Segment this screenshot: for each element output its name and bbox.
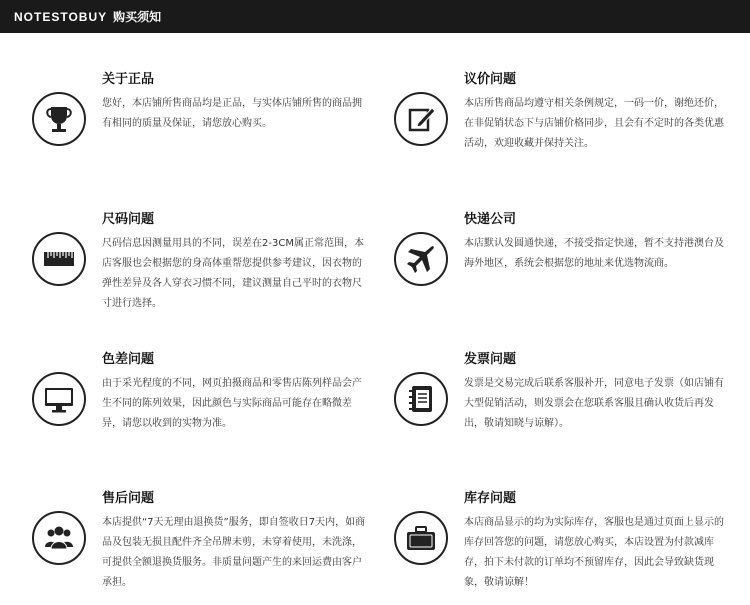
page-title: 购买须知 [113,10,162,24]
briefcase-icon [394,511,448,565]
trophy-icon [32,92,86,146]
item-title: 关于正品 [102,72,155,87]
item-text: 本店提供“7天无理由退换货”服务，即自签收日7天内，如商品及包装无损且配件齐全吊牌未剪，未穿着使用，未洗涤，可提供全额退换货服务。非质量问题产生的来回运费由客户承担。 [102,517,366,588]
item-text: 发票是交易完成后联系客服补开，同意电子发票（如店铺有大型促销活动，则发票会在您联系客服且确认收货后再发出，敬请知晓与谅解）。 [464,378,724,429]
item-title: 售后问题 [102,491,155,506]
item-title: 快递公司 [464,212,517,227]
people-icon [32,511,86,565]
notebook-icon [394,372,448,426]
item-text: 本店商品显示的均为实际库存，客服也是通过页面上显示的库存回答您的问题，请您放心购买，本店设置为付款减库存，拍下未付款的订单均不预留库存，因此会导致缺货现象，敬请谅解！ [464,517,724,588]
item-text: 本店默认发圆通快递，不接受指定快递，暂不支持港澳台及海外地区，系统会根据您的地址来优选物流商。 [464,238,724,269]
item-title: 尺码问题 [102,212,155,227]
item-text: 本店所售商品均遵守相关条例规定，一码一价，谢绝还价，在非促销状态下与店铺价格同步，且会有不定时的各类优惠活动，欢迎收藏并保持关注。 [464,98,724,149]
page-header [0,0,750,33]
monitor-icon [32,372,86,426]
item-title: 色差问题 [102,352,155,367]
item-title: 议价问题 [464,72,517,87]
edit-icon [394,92,448,146]
item-title: 发票问题 [464,352,517,367]
item-title: 库存问题 [464,491,517,506]
item-text: 尺码信息因测量用具的不同，误差在2-3CM属正常范围，本店客服也会根据您的身高体重帮您提供参考建议，因衣物的弹性差异及各人穿衣习惯不同，建议测量自己平时的衣物尺寸进行选择。 [102,238,364,309]
item-text: 由于采光程度的不同，网页拍摄商品和零售店陈列样品会产生不同的陈列效果，因此颜色与实际商品可能存在略微差异，请您以收到的实物为准。 [102,378,362,429]
airplane-icon [394,232,448,286]
item-text: 您好，本店铺所售商品均是正品，与实体店铺所售的商品拥有相同的质量及保证，请您放心购买。 [102,98,362,129]
brand-name: NOTESTOBUY [14,9,108,24]
ruler-icon [32,232,86,286]
